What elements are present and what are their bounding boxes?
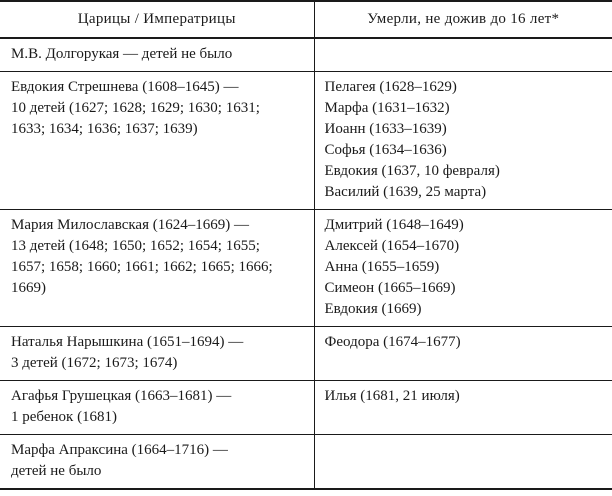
child-entry: Василий (1639, 25 марта) (324, 184, 487, 200)
child-entry: Пелагея (1628–1629) (324, 79, 457, 95)
table-body (0, 38, 612, 489)
table-row (0, 381, 612, 435)
tsaritsa-cell (0, 381, 314, 435)
tsaritsa-text-line: 1657; 1658; 1660; 1661; 1662; 1665; 1666; (11, 259, 273, 275)
table-header-row (0, 1, 612, 38)
tsaritsa-text-line: 1 ребенок (1681) (11, 409, 118, 425)
died-young-cell (314, 210, 612, 327)
tsaritsa-text-line: Агафья Грушецкая (1663–1681) — (11, 388, 232, 404)
tsaritsa-cell (0, 38, 314, 72)
header-tsaritsas: Царицы / Императрицы (0, 1, 314, 38)
child-entry: Марфа (1631–1632) (324, 100, 450, 116)
tsaritsa-text-line: Евдокия Стрешнева (1608–1645) — (11, 79, 239, 95)
table-row (0, 435, 612, 490)
tsaritsa-text-line: 3 детей (1672; 1673; 1674) (11, 355, 178, 371)
tsaritsa-cell (0, 72, 314, 210)
child-entry: Илья (1681, 21 июля) (324, 388, 460, 404)
child-entry: Евдокия (1669) (324, 301, 422, 317)
died-young-cell (314, 381, 612, 435)
child-entry: Иоанн (1633–1639) (324, 121, 447, 137)
died-young-cell (314, 435, 612, 490)
child-entry: Анна (1655–1659) (324, 259, 440, 275)
table-row (0, 327, 612, 381)
tsaritsa-cell (0, 435, 314, 490)
tsaritsa-text-line: детей не было (11, 463, 102, 479)
tsaritsa-text-line: Наталья Нарышкина (1651–1694) — (11, 334, 244, 350)
died-young-cell (314, 72, 612, 210)
tsaritsa-text-line: 10 детей (1627; 1628; 1629; 1630; 1631; (11, 100, 260, 116)
child-entry: Софья (1634–1636) (324, 142, 447, 158)
died-young-cell (314, 327, 612, 381)
child-entry: Евдокия (1637, 10 февраля) (324, 163, 500, 179)
tsaritsa-cell (0, 210, 314, 327)
tsaritsa-text-line: 1633; 1634; 1636; 1637; 1639) (11, 121, 198, 137)
table-row (0, 38, 612, 72)
tsaritsa-text-line: 1669) (11, 280, 46, 296)
tsaritsa-cell (0, 327, 314, 381)
child-entry: Алексей (1654–1670) (324, 238, 460, 254)
child-entry: Симеон (1665–1669) (324, 280, 456, 296)
child-entry: Дмитрий (1648–1649) (324, 217, 464, 233)
table-row (0, 210, 612, 327)
header-died-young: Умерли, не дожив до 16 лет* (314, 1, 612, 38)
tsaritsa-text-line: Марфа Апраксина (1664–1716) — (11, 442, 228, 458)
tsaritsa-text-line: М.В. Долгорукая — детей не было (11, 46, 233, 62)
table-row (0, 72, 612, 210)
tsaritsa-text-line: 13 детей (1648; 1650; 1652; 1654; 1655; (11, 238, 260, 254)
died-young-cell (314, 38, 612, 72)
child-entry: Феодора (1674–1677) (324, 334, 461, 350)
tsaritsa-text-line: Мария Милославская (1624–1669) — (11, 217, 249, 233)
